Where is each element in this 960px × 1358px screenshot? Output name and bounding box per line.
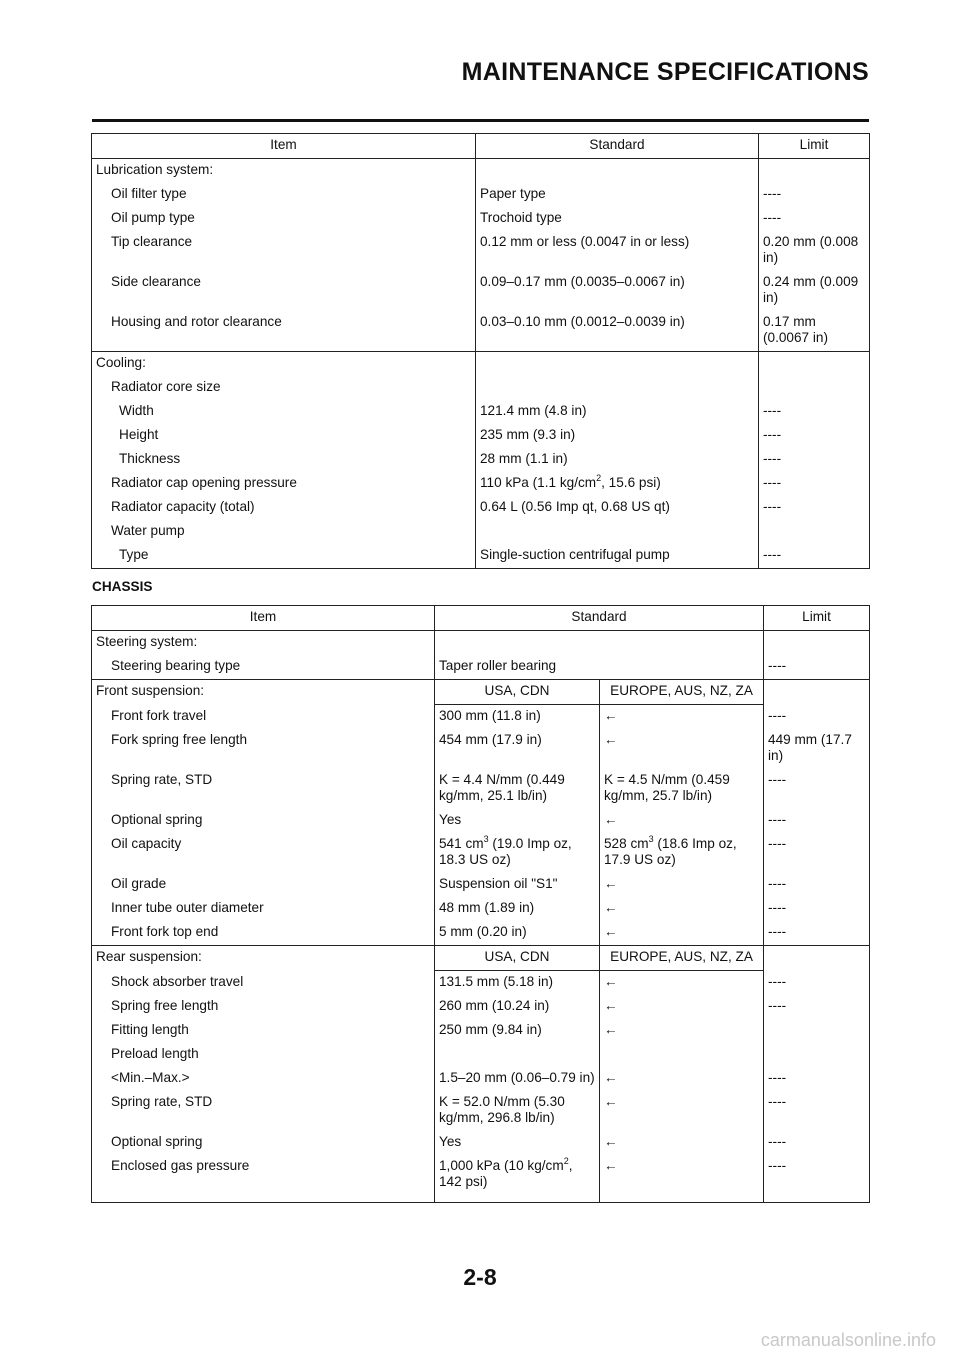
same-as-arrow: ← bbox=[600, 897, 764, 921]
page-title: MAINTENANCE SPECIFICATIONS bbox=[461, 58, 869, 86]
row-item: Shock absorber travel bbox=[111, 973, 244, 989]
table-row bbox=[92, 448, 870, 472]
row-standard-usa: Yes bbox=[435, 1131, 600, 1155]
header-limit: Limit bbox=[759, 134, 870, 159]
table-row bbox=[92, 680, 870, 705]
table-row bbox=[92, 183, 870, 207]
table-row bbox=[92, 631, 870, 656]
section-title-cooling: Cooling: bbox=[96, 355, 146, 370]
table-row bbox=[92, 424, 870, 448]
title-rule bbox=[92, 119, 869, 122]
same-as-arrow: ← bbox=[600, 809, 764, 833]
row-item: Radiator core size bbox=[111, 379, 221, 394]
table-header-row bbox=[92, 606, 870, 631]
row-item: Radiator cap opening pressure bbox=[111, 475, 297, 490]
table-header-row bbox=[92, 134, 870, 159]
table-row bbox=[92, 231, 870, 271]
row-limit: ---- bbox=[759, 496, 870, 520]
row-item: Oil filter type bbox=[111, 186, 187, 201]
chassis-spec-table bbox=[91, 605, 870, 1203]
same-as-arrow: ← bbox=[600, 1019, 764, 1043]
region-europe: EUROPE, AUS, NZ, ZA bbox=[600, 680, 764, 705]
same-as-arrow: ← bbox=[600, 729, 764, 769]
section-title-front-suspension: Front suspension: bbox=[96, 683, 205, 698]
same-as-arrow: ← bbox=[600, 1155, 764, 1203]
table-row bbox=[92, 159, 870, 184]
row-standard-usa: Suspension oil "S1" bbox=[435, 873, 600, 897]
table-row bbox=[92, 1043, 870, 1067]
row-item: Thickness bbox=[119, 451, 181, 466]
table-row bbox=[92, 311, 870, 352]
row-item: Spring rate, STD bbox=[111, 772, 213, 787]
row-standard-usa: 131.5 mm (5.18 in) bbox=[435, 971, 600, 996]
row-limit: ---- bbox=[764, 655, 870, 680]
row-standard: 0.64 L (0.56 Imp qt, 0.68 US qt) bbox=[476, 496, 759, 520]
table-row bbox=[92, 729, 870, 769]
same-as-arrow: ← bbox=[600, 995, 764, 1019]
header-item: Item bbox=[270, 137, 297, 152]
row-item: Spring free length bbox=[111, 998, 219, 1013]
region-europe: EUROPE, AUS, NZ, ZA bbox=[600, 946, 764, 971]
table-row bbox=[92, 271, 870, 311]
page-number: 2-8 bbox=[463, 1264, 497, 1290]
row-item: Tip clearance bbox=[111, 234, 193, 249]
row-limit: ---- bbox=[759, 400, 870, 424]
table-row bbox=[92, 207, 870, 231]
table-row bbox=[92, 520, 870, 544]
row-standard-usa: 300 mm (11.8 in) bbox=[435, 705, 600, 730]
row-item: Optional spring bbox=[111, 812, 203, 827]
same-as-arrow: ← bbox=[600, 1091, 764, 1131]
region-usa-cdn: USA, CDN bbox=[435, 946, 600, 971]
section-heading-chassis: CHASSIS bbox=[92, 579, 153, 594]
row-item: Height bbox=[119, 427, 159, 442]
row-item: Preload length bbox=[111, 1046, 199, 1061]
row-standard-usa: K = 4.4 N/mm (0.449 kg/mm, 25.1 lb/in) bbox=[435, 769, 600, 809]
row-item: Type bbox=[119, 547, 149, 562]
header-limit: Limit bbox=[764, 606, 870, 631]
same-as-arrow: ← bbox=[600, 1131, 764, 1155]
row-item: Front fork travel bbox=[111, 707, 207, 723]
row-item: Front fork top end bbox=[111, 924, 219, 939]
engine-spec-table bbox=[91, 133, 870, 569]
row-item: Fitting length bbox=[111, 1022, 189, 1037]
same-as-arrow: ← bbox=[600, 921, 764, 946]
table-row bbox=[92, 1155, 870, 1203]
row-item: Housing and rotor clearance bbox=[111, 314, 282, 329]
row-standard-usa: 260 mm (10.24 in) bbox=[435, 995, 600, 1019]
table-row bbox=[92, 544, 870, 569]
row-item: Oil pump type bbox=[111, 210, 195, 225]
table-row bbox=[92, 995, 870, 1019]
same-as-arrow: ← bbox=[600, 971, 764, 996]
row-standard-usa: 1,000 kPa (10 $kg/cm^2$, 142 psi) bbox=[435, 1155, 600, 1203]
row-standard: 110 kPa (1.1 $kg/cm^2$, 15.6 psi) bbox=[476, 472, 759, 496]
table-row bbox=[92, 1091, 870, 1131]
table-row bbox=[92, 946, 870, 971]
row-limit: ---- bbox=[764, 809, 870, 833]
row-limit: ---- bbox=[764, 1131, 870, 1155]
row-limit: ---- bbox=[764, 1091, 870, 1131]
same-as-arrow: ← bbox=[600, 705, 764, 730]
row-limit: ---- bbox=[764, 921, 870, 946]
row-limit: 0.17 mm (0.0067 in) bbox=[759, 311, 870, 352]
table-row bbox=[92, 809, 870, 833]
row-limit: ---- bbox=[759, 472, 870, 496]
row-item: Oil grade bbox=[111, 876, 167, 891]
row-standard: 235 mm (9.3 in) bbox=[476, 424, 759, 448]
table-row bbox=[92, 971, 870, 996]
table-row bbox=[92, 376, 870, 400]
row-standard: Taper roller bearing bbox=[435, 655, 764, 680]
row-item: Enclosed gas pressure bbox=[111, 1158, 250, 1173]
table-row bbox=[92, 1131, 870, 1155]
row-item: <Min.–Max.> bbox=[111, 1070, 190, 1085]
section-title-rear-suspension: Rear suspension: bbox=[96, 949, 202, 964]
header-standard: Standard bbox=[476, 134, 759, 159]
row-limit: ---- bbox=[759, 448, 870, 472]
row-limit: ---- bbox=[764, 1067, 870, 1091]
row-limit: ---- bbox=[764, 769, 870, 809]
row-item: Water pump bbox=[111, 523, 185, 538]
table-row bbox=[92, 352, 870, 377]
same-as-arrow: ← bbox=[600, 1067, 764, 1091]
table-row bbox=[92, 1019, 870, 1043]
same-as-arrow: ← bbox=[600, 873, 764, 897]
row-standard-usa: 454 mm (17.9 in) bbox=[435, 729, 600, 769]
row-standard-usa: 541 $cm^3$ (19.0 Imp oz, 18.3 US oz) bbox=[435, 833, 600, 873]
table-row bbox=[92, 769, 870, 809]
row-item: Side clearance bbox=[111, 274, 201, 289]
table-row bbox=[92, 496, 870, 520]
row-limit: ---- bbox=[764, 897, 870, 921]
row-standard-europe: K = 4.5 N/mm (0.459 kg/mm, 25.7 lb/in) bbox=[600, 769, 764, 809]
row-limit: ---- bbox=[764, 873, 870, 897]
table-row bbox=[92, 655, 870, 680]
row-limit: ---- bbox=[764, 971, 870, 996]
row-standard: Trochoid type bbox=[476, 207, 759, 231]
row-standard: 0.12 mm or less (0.0047 in or less) bbox=[476, 231, 759, 271]
table-row bbox=[92, 833, 870, 873]
row-standard: 0.09–0.17 mm (0.0035–0.0067 in) bbox=[476, 271, 759, 311]
row-standard: Single-suction centrifugal pump bbox=[476, 544, 759, 569]
row-limit: 0.20 mm (0.008 in) bbox=[759, 231, 870, 271]
row-limit: 449 mm (17.7 in) bbox=[764, 729, 870, 769]
section-title-steering: Steering system: bbox=[96, 634, 198, 649]
row-standard: 121.4 mm (4.8 in) bbox=[476, 400, 759, 424]
row-standard-europe: 528 $cm^3$ (18.6 Imp oz, 17.9 US oz) bbox=[600, 833, 764, 873]
row-standard-usa: 5 mm (0.20 in) bbox=[435, 921, 600, 946]
row-limit: ---- bbox=[764, 833, 870, 873]
table-row bbox=[92, 705, 870, 730]
row-limit: ---- bbox=[764, 1155, 870, 1203]
row-item: Width bbox=[119, 403, 154, 418]
row-item: Spring rate, STD bbox=[111, 1094, 213, 1109]
row-standard-usa: Yes bbox=[435, 809, 600, 833]
row-standard: 0.03–0.10 mm (0.0012–0.0039 in) bbox=[476, 311, 759, 352]
row-item: Steering bearing type bbox=[111, 658, 241, 673]
header-item: Item bbox=[249, 609, 277, 624]
row-limit: ---- bbox=[759, 183, 870, 207]
row-limit: ---- bbox=[759, 424, 870, 448]
table-row bbox=[92, 1067, 870, 1091]
table-row bbox=[92, 873, 870, 897]
row-limit: ---- bbox=[764, 995, 870, 1019]
row-limit: ---- bbox=[759, 207, 870, 231]
table-row bbox=[92, 897, 870, 921]
row-item: Optional spring bbox=[111, 1134, 203, 1149]
row-standard: Paper type bbox=[476, 183, 759, 207]
watermark: carmanualsonline.info bbox=[760, 1330, 936, 1350]
row-limit: 0.24 mm (0.009 in) bbox=[759, 271, 870, 311]
region-usa-cdn: USA, CDN bbox=[435, 680, 600, 705]
header-standard: Standard bbox=[435, 606, 764, 631]
row-limit: ---- bbox=[764, 705, 870, 730]
row-item: Fork spring free length bbox=[111, 732, 248, 747]
table-row bbox=[92, 921, 870, 946]
row-standard-usa: 250 mm (9.84 in) bbox=[435, 1019, 600, 1043]
table-row bbox=[92, 472, 870, 496]
section-title-lubrication: Lubrication system: bbox=[96, 162, 214, 177]
table-row bbox=[92, 400, 870, 424]
row-item: Inner tube outer diameter bbox=[111, 900, 264, 915]
row-limit: ---- bbox=[759, 544, 870, 569]
row-standard: 28 mm (1.1 in) bbox=[476, 448, 759, 472]
row-item: Oil capacity bbox=[111, 836, 182, 851]
row-standard-usa: 48 mm (1.89 in) bbox=[435, 897, 600, 921]
row-standard-usa: K = 52.0 N/mm (5.30 kg/mm, 296.8 lb/in) bbox=[435, 1091, 600, 1131]
row-item: Radiator capacity (total) bbox=[111, 499, 255, 514]
row-standard-usa: 1.5–20 mm (0.06–0.79 in) bbox=[435, 1067, 600, 1091]
